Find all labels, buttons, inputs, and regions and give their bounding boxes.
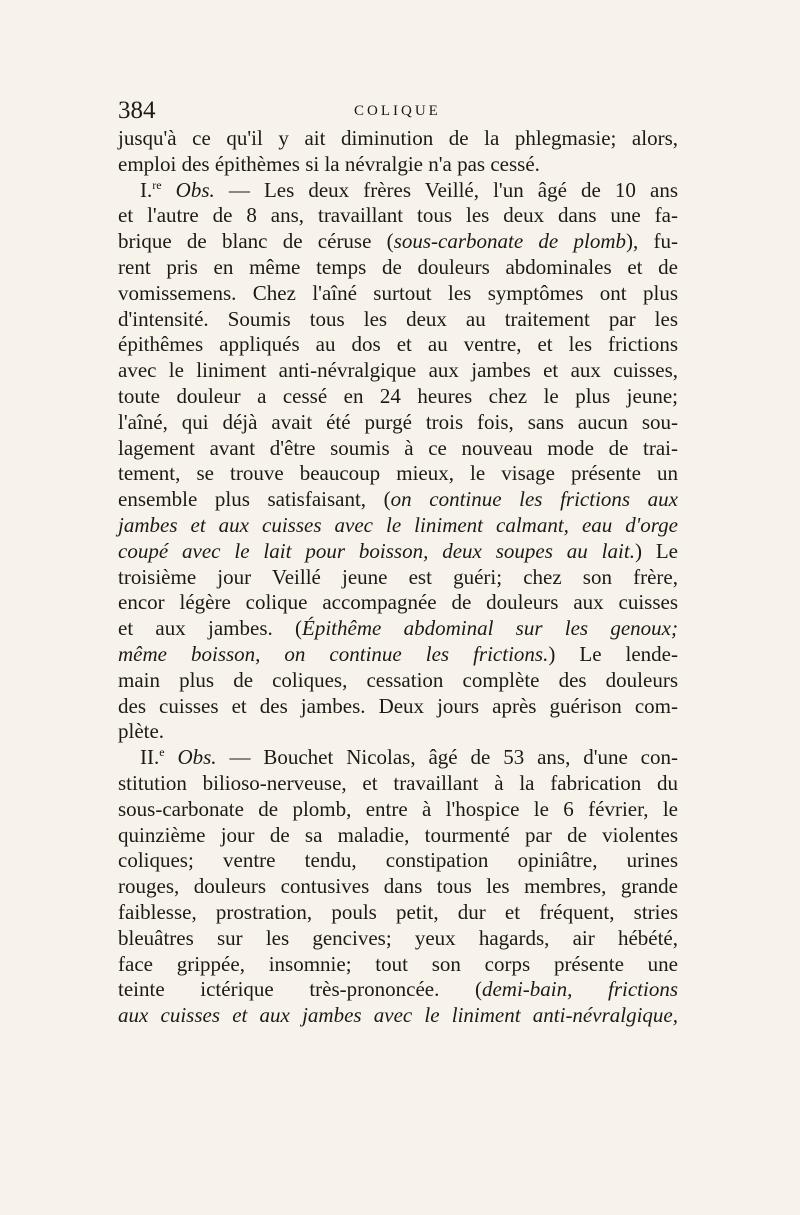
text-line-16: jambes et aux cuisses avec le liniment calmant, eau d'orge	[118, 512, 678, 537]
text-line-2: emploi des épithèmes si la névralgie n'a pas cessé.	[118, 151, 540, 176]
text-line-13: lagement avant d'être soumis à ce nouveau mode de trai-	[118, 435, 678, 460]
text-line-15: ensemble plus satisfaisant, (on continue les frictions aux	[118, 487, 678, 512]
text-line-14: tement, se trouve beaucoup mieux, le visage présente un	[118, 461, 678, 486]
text-line-26: stitution bilioso-nerveuse, et travaillant à la fabrication du	[118, 770, 678, 795]
text-line-19: encor légère colique accompagnée de douleurs aux cuisses	[118, 590, 678, 615]
text-line-11: toute douleur a cessé en 24 heures chez le plus jeune;	[118, 383, 678, 408]
text-line-21: même boisson, on continue les frictions.) Le lende-	[118, 641, 678, 666]
text-line-9: épithêmes appliqués au dos et au ventre, et les frictions	[118, 332, 678, 357]
text-line-33: face grippée, insomnie; tout son corps présente une	[118, 951, 678, 976]
body-text	[118, 126, 678, 1029]
text-line-23: des cuisses et des jambes. Deux jours après guérison com-	[118, 693, 678, 718]
text-line-24: plète.	[118, 719, 165, 744]
text-line-5: brique de blanc de céruse (sous-carbonate de plomb), fu-	[118, 229, 679, 254]
running-head: COLIQUE	[354, 103, 441, 119]
text-line-30: rouges, douleurs contusives dans tous les membres, grande	[118, 874, 678, 899]
text-line-6: rent pris en même temps de douleurs abdominales et de	[118, 254, 678, 279]
text-line-29: coliques; ventre tendu, constipation opiniâtre, urines	[118, 848, 678, 873]
text-line-17: coupé avec le lait pour boisson, deux soupes au lait.) Le	[118, 538, 678, 563]
text-line-22: main plus de coliques, cessation complète des douleurs	[118, 667, 678, 692]
text-line-25: II.$^e$ Obs. — Bouchet Nicolas, âgé de 53 ans, d'une con-	[140, 745, 678, 770]
text-line-31: faiblesse, prostration, pouls petit, dur et fréquent, stries	[118, 899, 678, 924]
page-number: 384	[118, 97, 156, 124]
text-line-10: avec le liniment anti-névralgique aux jambes et aux cuisses,	[118, 358, 678, 383]
text-line-8: d'intensité. Soumis tous les deux au traitement par les	[118, 306, 678, 331]
text-line-3: I.$^{re}$ Obs. — Les deux frères Veillé, l'un âgé de 10 ans	[140, 177, 678, 202]
text-line-27: sous-carbonate de plomb, entre à l'hospice le 6 février, le	[118, 796, 678, 821]
text-line-28: quinzième jour de sa maladie, tourmenté par de violentes	[118, 822, 678, 847]
page-header	[118, 96, 678, 126]
text-line-20: et aux jambes. (Épithême abdominal sur les genoux;	[118, 616, 678, 641]
text-line-1: jusqu'à ce qu'il y ait diminution de la phlegmasie; alors,	[118, 126, 678, 150]
text-line-7: vomissemens. Chez l'aîné surtout les symptômes ont plus	[118, 280, 678, 305]
text-line-18: troisième jour Veillé jeune est guéri; chez son frère,	[118, 564, 678, 589]
text-line-35: aux cuisses et aux jambes avec le liniment anti-névralgique,	[118, 1003, 678, 1028]
text-line-12: l'aîné, qui déjà avait été purgé trois fois, sans aucun sou-	[118, 409, 678, 434]
text-line-32: bleuâtres sur les gencives; yeux hagards, air hébété,	[118, 925, 678, 950]
text-line-4: et l'autre de 8 ans, travaillant tous les deux dans une fa-	[118, 203, 678, 228]
text-line-34: teinte ictérique très-prononcée. (demi-bain, frictions	[118, 977, 678, 1002]
